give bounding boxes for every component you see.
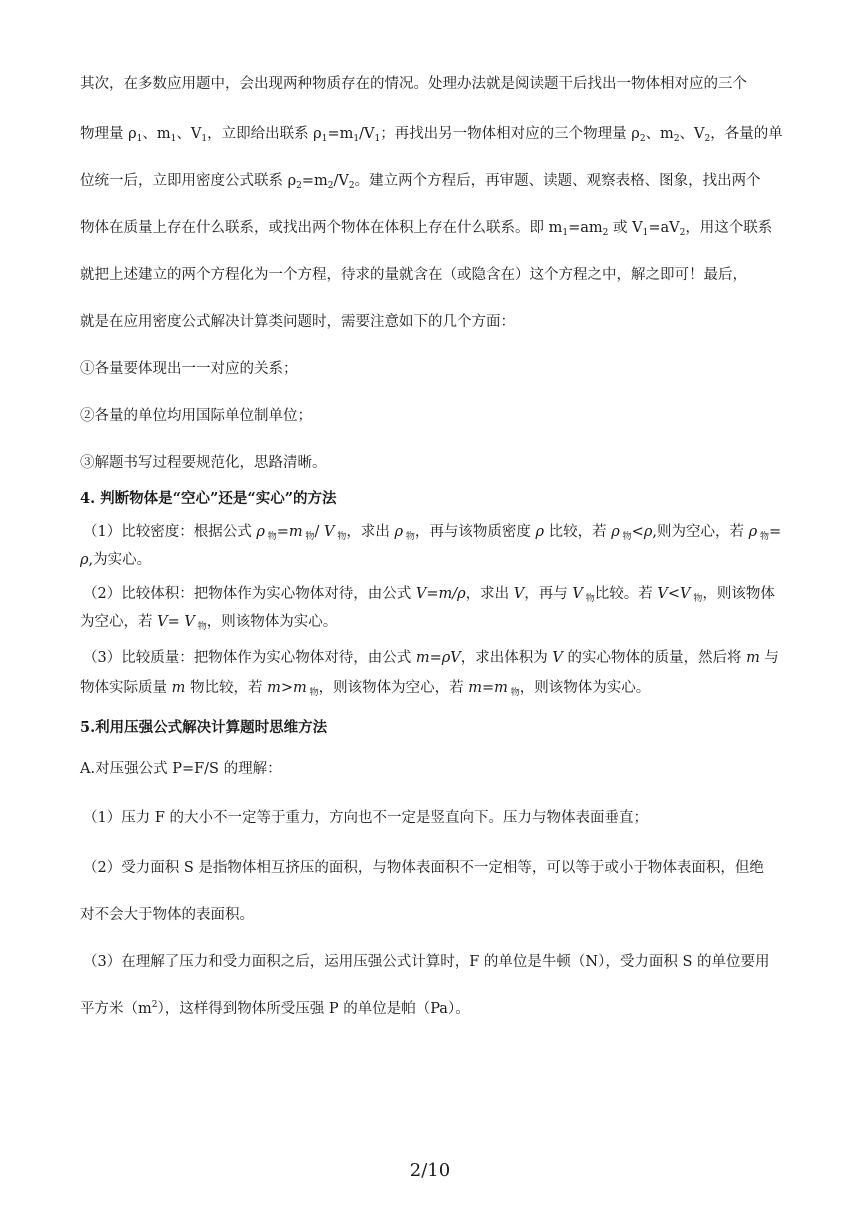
- text: m: [292, 680, 307, 696]
- text: ，立即给出联系 ρ: [207, 126, 322, 142]
- method-line: [83, 646, 783, 667]
- text: （1）压力 F 的大小不一定等于重力，方向也不一定是竖直向下。压力与物体表面垂直；: [83, 810, 649, 826]
- text: ρ: [643, 524, 653, 540]
- text: 、m: [142, 126, 171, 142]
- subscript: 物: [306, 688, 319, 698]
- text: 、m: [645, 126, 674, 142]
- subscript: 1: [136, 134, 143, 144]
- text: （1）比较密度：根据公式: [83, 524, 257, 540]
- subscript: 2: [673, 134, 680, 144]
- text: <: [631, 524, 644, 540]
- text: V: [324, 524, 335, 540]
- text-line: [80, 122, 783, 144]
- text: =: [768, 524, 782, 540]
- text: =: [481, 680, 495, 696]
- subscript: 1: [170, 134, 177, 144]
- text: ρ: [611, 524, 620, 540]
- subscript: 物: [582, 594, 595, 604]
- text-line: [80, 263, 780, 284]
- method-line: [83, 582, 783, 604]
- text-line: [80, 757, 780, 778]
- text: ，求出: [465, 586, 514, 602]
- text: 物比较，若: [185, 680, 268, 696]
- text: =: [429, 650, 442, 666]
- note-item: [80, 357, 780, 378]
- subscript: 2: [348, 181, 355, 191]
- text: V: [657, 586, 668, 602]
- text: V: [513, 586, 525, 602]
- section-heading: [80, 487, 780, 508]
- subscript: 2: [679, 228, 686, 238]
- superscript: 2: [151, 1000, 158, 1010]
- text: ,为实心。: [88, 552, 152, 568]
- text: 就把上述建立的两个方程化为一个方程，待求的量就含在（或隐含在）这个方程之中，解之即可！最后，: [80, 267, 747, 283]
- text: A.对压强公式 P=F/S 的理解：: [80, 761, 282, 777]
- text-line: [80, 72, 780, 93]
- text: ρ: [256, 524, 265, 540]
- text: 的实心物体的质量，然后将: [562, 650, 747, 666]
- text: （2）比较体积：把物体作为实心物体对待，由公式: [83, 586, 416, 602]
- text: m: [288, 524, 303, 540]
- text-line: [80, 169, 780, 191]
- text: V: [552, 650, 563, 666]
- text: /: [314, 524, 325, 540]
- subscript: 2: [327, 181, 334, 191]
- text: ；再找出另一物体相对应的三个物理量 ρ: [380, 126, 640, 142]
- text: 5.利用压强公式解决计算题时思维方法: [80, 719, 328, 736]
- text: V: [415, 586, 427, 602]
- text: （3）比较质量：把物体作为实心物体对待，由公式: [83, 650, 416, 666]
- subscript: 物: [507, 688, 520, 698]
- text-line: [83, 806, 783, 827]
- text: 物理量 ρ: [80, 126, 137, 142]
- text: =m: [327, 126, 354, 142]
- text: V: [184, 614, 195, 630]
- text: m: [494, 680, 508, 696]
- text: 平方米（m: [80, 1001, 152, 1017]
- method-line: [80, 610, 780, 632]
- text: 或 V: [608, 220, 643, 236]
- note-item: [80, 404, 780, 425]
- page-number: 2/10: [409, 1160, 451, 1181]
- text: 、V: [176, 126, 202, 142]
- note-item: [80, 451, 780, 472]
- text: ρ: [535, 524, 545, 540]
- text: ρ: [748, 524, 758, 540]
- text: V: [572, 586, 583, 602]
- subscript: 物: [690, 594, 703, 604]
- text: m: [415, 650, 430, 666]
- text: 比较，若: [544, 524, 612, 540]
- subscript: 1: [374, 134, 381, 144]
- text: =am: [568, 220, 603, 236]
- text: >: [280, 680, 293, 696]
- text: 与: [759, 650, 779, 666]
- subscript: 物: [264, 532, 277, 542]
- text: 为空心，若: [80, 614, 158, 630]
- text: ，求出: [346, 524, 395, 540]
- text: （2）受力面积 S 是指物体相互挤压的面积，与物体表面积不一定相等，可以等于或小于物体表面积，但绝: [83, 860, 764, 876]
- text: ②各量的单位均用国际单位制单位；: [80, 408, 312, 424]
- text: ρ: [80, 552, 89, 568]
- text-line: [83, 856, 783, 877]
- subscript: 1: [642, 228, 649, 238]
- text: 就是在应用密度公式解决计算类问题时，需要注意如下的几个方面：: [80, 314, 515, 330]
- text: m: [267, 680, 281, 696]
- text: ①各量要体现出一一对应的关系；: [80, 361, 298, 377]
- text: =: [426, 586, 439, 602]
- section-heading: [80, 716, 780, 737]
- subscript: 1: [353, 134, 360, 144]
- subscript: 2: [704, 134, 711, 144]
- subscript: 物: [194, 622, 207, 632]
- subscript: 物: [403, 532, 415, 542]
- subscript: 1: [321, 134, 328, 144]
- text: 。建立两个方程后，再审题、读题、观察表格、图象，找出两个: [354, 173, 761, 189]
- text: 物体实际质量: [80, 680, 172, 696]
- text: =aV: [648, 220, 680, 236]
- subscript: 物: [334, 532, 347, 542]
- text: =: [276, 524, 289, 540]
- method-line: [80, 676, 780, 698]
- text: 其次，在多数应用题中，会出现两种物质存在的情况。处理办法就是阅读题干后找出一物体相对应的三个: [80, 76, 747, 92]
- text: <: [667, 586, 680, 602]
- subscript: 1: [562, 228, 569, 238]
- text: ρV: [441, 650, 461, 666]
- subscript: 2: [639, 134, 646, 144]
- text: m: [746, 650, 760, 666]
- text: =: [167, 614, 185, 630]
- text: m/ρ: [438, 586, 466, 602]
- text: 物体在质量上存在什么联系，或找出两个物体在体积上存在什么联系。即 m: [80, 220, 563, 236]
- text: ，再与: [524, 586, 573, 602]
- text: ρ: [394, 524, 404, 540]
- text: 、V: [679, 126, 705, 142]
- text: /V: [333, 173, 349, 189]
- text-line: [80, 903, 780, 924]
- text-line: [80, 310, 780, 331]
- text-line: [83, 950, 783, 971]
- text: m: [171, 680, 186, 696]
- text-line: [80, 216, 780, 238]
- subscript: 2: [296, 181, 302, 191]
- text: V: [679, 586, 691, 602]
- subscript: 物: [757, 532, 769, 542]
- text: m: [468, 680, 482, 696]
- text: ，则该物体为实心。: [206, 614, 338, 630]
- text: 对不会大于物体的表面积。: [80, 907, 254, 923]
- text: 位统一后，立即用密度公式联系 ρ: [80, 173, 297, 189]
- subscript: 物: [302, 532, 315, 542]
- text: ，各量的单: [710, 126, 783, 142]
- text: （3）在理解了压力和受力面积之后，运用压强公式计算时，F 的单位是牛顿（N），受力面积 S 的单位要用: [83, 954, 770, 970]
- text: /V: [359, 126, 375, 142]
- text: =m: [301, 173, 328, 189]
- subscript: 物: [619, 532, 632, 542]
- subscript: 1: [201, 134, 208, 144]
- method-line: [83, 520, 783, 542]
- text: ，求出体积为: [460, 650, 553, 666]
- text: V: [157, 614, 168, 630]
- text: ③解题书写过程要规范化，思路清晰。: [80, 455, 327, 471]
- text: 比较。若: [594, 586, 658, 602]
- subscript: 2: [602, 228, 609, 238]
- text: ，则该物体为空心，若: [318, 680, 469, 696]
- text: ），这样得到物体所受压强 P 的单位是帕（Pa）。: [157, 1001, 470, 1017]
- method-line: [80, 548, 780, 569]
- text: ，则该物体: [702, 586, 775, 602]
- text: 4. 判断物体是“空心”还是“实心”的方法: [80, 490, 337, 507]
- text: ,则为空心，若: [652, 524, 749, 540]
- text: ，则该物体为实心。: [519, 680, 651, 696]
- text-line: [80, 997, 780, 1018]
- text: ，用这个联系: [685, 220, 773, 236]
- text: ，再与该物质密度: [414, 524, 536, 540]
